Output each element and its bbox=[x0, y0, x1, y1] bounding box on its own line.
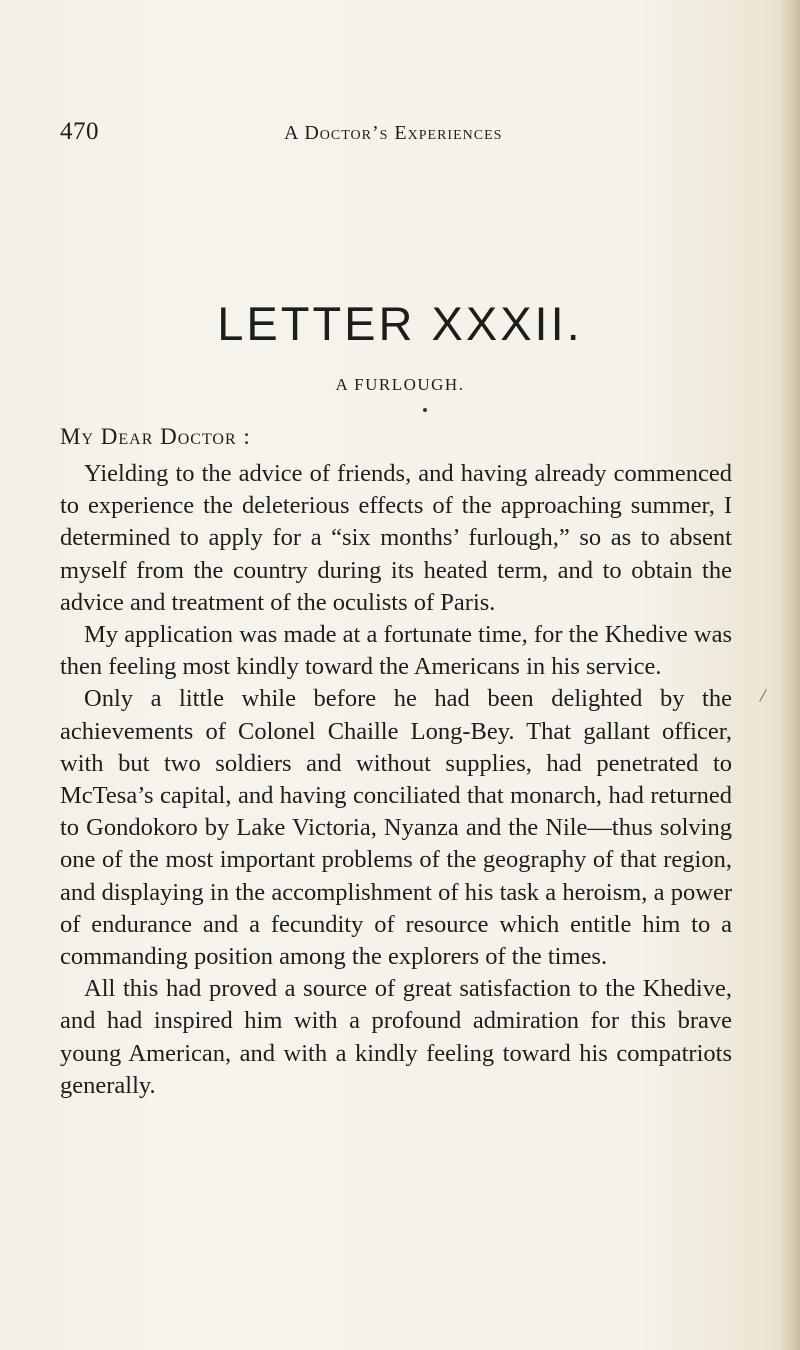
running-head bbox=[60, 118, 740, 148]
letter-subtitle: A FURLOUGH. bbox=[335, 375, 465, 394]
salutation: My Dear Doctor : bbox=[60, 424, 251, 449]
margin-pencil-mark: / bbox=[758, 684, 768, 708]
letter-body bbox=[60, 458, 732, 1102]
page-edge-shadow bbox=[778, 0, 800, 1350]
paragraph-2: My application was made at a fortunate time, for the Khedive was then feeling most kindly toward the Americans in his service. bbox=[60, 621, 732, 681]
paragraph-1: Yielding to the advice of friends, and having already commenced to experience the deleterious effects of the approaching summer, I determined to apply for a “six months’ furlough,” so as to absent myself from the country during its heated term, and to obtain the advice and treatment of the oculists of Paris. bbox=[60, 460, 732, 616]
page-number: 470 bbox=[60, 118, 99, 145]
paragraph-4: All this had proved a source of great satisfaction to the Khedive, and had inspired him with a profound admiration for this brave young American, and with a kindly feeling toward his compatriots generally. bbox=[60, 975, 732, 1099]
paragraph-3: Only a little while before he had been delighted by the achievements of Colonel Chaille Long-Bey. That gallant officer, with but two soldiers and without supplies, had penetrated to McTesa’s capital, and having conciliated that monarch, had returned to Gondokoro by Lake Victoria, Nyanza and the Nile—thus solving one of the most important problems of the geography of that region, and displaying in the accomplishment of his task a heroism, a power of endurance and a fecundity of resource which entitle him to a commanding position among the explorers of the times. bbox=[60, 685, 732, 971]
letter-heading: LETTER XXXII. bbox=[217, 297, 583, 350]
running-title: A Doctor’s Experiences bbox=[284, 122, 503, 144]
ornament-dot bbox=[423, 408, 427, 412]
